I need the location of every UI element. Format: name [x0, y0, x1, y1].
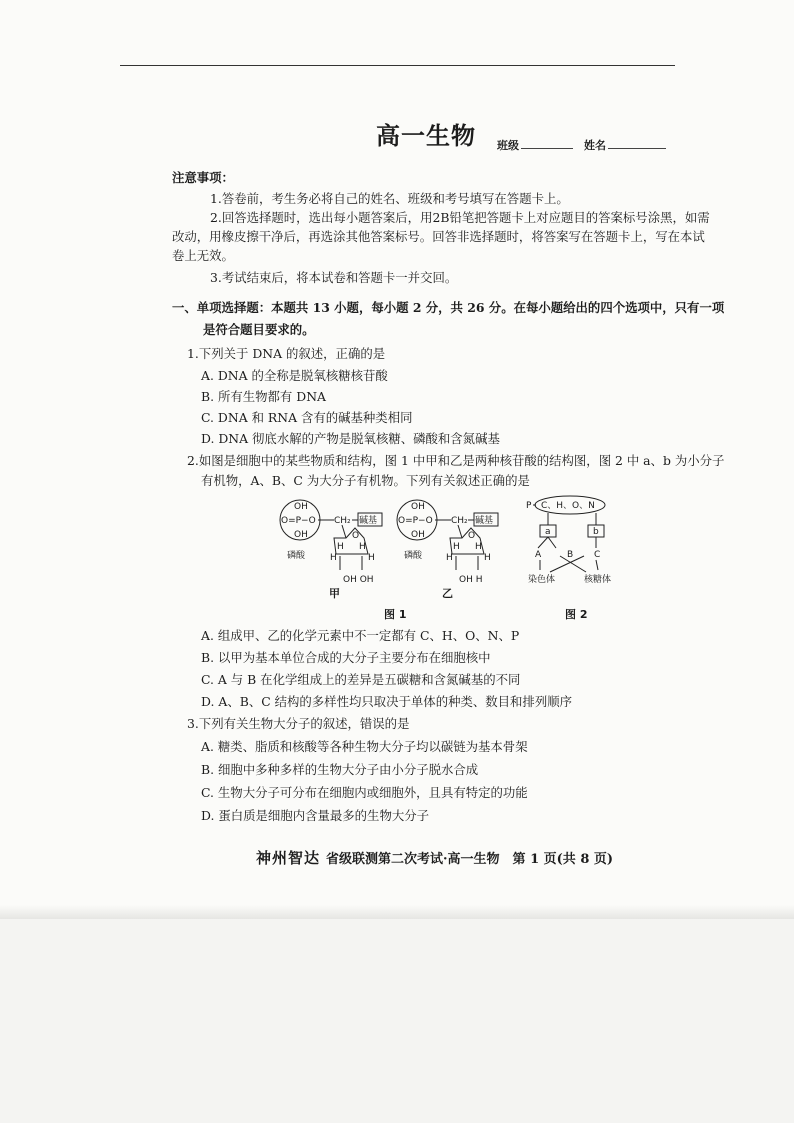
notice-line: 1.答卷前，考生务必将自己的姓名、班级和考号填写在答题卡上。	[210, 191, 569, 206]
notice-line: 2.回答选择题时，选出每小题答案后，用2B铅笔把答题卡上对应题目的答案标号涂黑，如需	[210, 210, 710, 225]
fig1-phosphate-label: 磷酸	[287, 551, 306, 561]
fig2-ribosome: 核糖体	[584, 575, 612, 585]
question-2-stem: 2.如图是细胞中的某些物质和结构，图 1 中甲和乙是两种核苷酸的结构图，图 2 中 a、b 为小分子	[187, 453, 725, 468]
notice-line: 改动，用橡皮擦干净后，再选涂其他答案标号。回答非选择题时，将答案写在答题卡上，写在本试	[172, 229, 705, 244]
question-3-stem: 3.下列有关生物大分子的叙述，错误的是	[187, 716, 410, 731]
fig2-elements: C、H、O、N	[541, 501, 595, 511]
fig1-ch2: CH₂	[451, 516, 468, 526]
fig1-oh: OH	[411, 530, 425, 540]
page-title: 高一生物	[376, 121, 476, 150]
q3-option-a[interactable]: A. 糖类、脂质和核酸等各种生物大分子均以碳链为基本骨架	[201, 739, 528, 754]
footer-text: 省级联测第二次考试·高一生物 第 1 页(共 8 页)	[326, 852, 614, 867]
fig2-caption: 图 2	[565, 608, 588, 621]
fig1-oh: OH	[294, 530, 308, 540]
question-1-stem: 1.下列关于 DNA 的叙述，正确的是	[187, 346, 386, 361]
fig1-h: H	[359, 542, 366, 552]
fig1-jia-bottom: OH OH	[343, 575, 374, 585]
fig1-base: 碱基	[359, 516, 378, 526]
q1-option-c[interactable]: C. DNA 和 RNA 含有的碱基种类相同	[201, 410, 413, 425]
fig1-ch2: CH₂	[334, 516, 351, 526]
fig1-h: H	[330, 553, 337, 563]
fig1-h: H	[453, 542, 460, 552]
q3-option-c[interactable]: C. 生物大分子可分布在细胞内或细胞外，且具有特定的功能	[201, 785, 528, 800]
fig1-h: H	[475, 542, 482, 552]
q2-option-a[interactable]: A. 组成甲、乙的化学元素中不一定都有 C、H、O、N、P	[201, 628, 520, 643]
fig1-h: H	[337, 542, 344, 552]
name-label: 姓名	[584, 139, 606, 152]
question-2-stem-cont: 有机物，A、B、C 为大分子有机物。下列有关叙述正确的是	[201, 473, 530, 488]
footer-brand: 神州智达	[256, 849, 321, 867]
q2-option-c[interactable]: C. A 与 B 在化学组成上的差异是五碳糖和含氮碱基的不同	[201, 672, 521, 687]
fig1-phosphate-label: 磷酸	[404, 551, 423, 561]
notice-heading: 注意事项：	[172, 170, 234, 185]
page-shadow	[0, 905, 794, 919]
q2-option-d[interactable]: D. A、B、C 结构的多样性均只取决于单体的种类、数目和排列顺序	[201, 694, 572, 709]
fig1-h: H	[368, 553, 375, 563]
fig1-yi-bottom: OH H	[459, 575, 483, 585]
fig2-chromosome: 染色体	[528, 575, 556, 585]
section-heading-cont: 是符合题目要求的。	[203, 322, 315, 337]
fig1-h: H	[484, 553, 491, 563]
notice-line: 卷上无效。	[172, 248, 234, 263]
fig1-oh: OH	[294, 502, 308, 512]
fig1-base: 碱基	[475, 516, 494, 526]
fig1-o: O	[468, 531, 476, 541]
fig2-A: A	[535, 550, 542, 560]
notice-line: 3.考试结束后，将本试卷和答题卡一并交回。	[210, 270, 458, 285]
q1-option-a[interactable]: A. DNA 的全称是脱氧核糖核苷酸	[201, 368, 388, 383]
fig1-yi-label: 乙	[442, 587, 453, 600]
q3-option-b[interactable]: B. 细胞中多种多样的生物大分子由小分子脱水合成	[201, 762, 479, 777]
fig1-jia-label: 甲	[329, 587, 340, 600]
fig1-phosphate: O=P−O	[398, 516, 433, 526]
fig2-C: C	[594, 550, 601, 560]
fig1-caption: 图 1	[384, 608, 407, 621]
class-label: 班级	[497, 139, 519, 152]
fig1-oh: OH	[411, 502, 425, 512]
q1-option-b[interactable]: B. 所有生物都有 DNA	[201, 389, 326, 404]
section-heading: 一、单项选择题：本题共 13 小题，每小题 2 分，共 26 分。在每小题给出的四个选项中，只有一项	[172, 300, 725, 315]
fig2-p: P	[526, 501, 532, 511]
fig2-a: a	[545, 527, 551, 537]
q3-option-d[interactable]: D. 蛋白质是细胞内含量最多的生物大分子	[201, 808, 430, 823]
q1-option-d[interactable]: D. DNA 彻底水解的产物是脱氧核糖、磷酸和含氮碱基	[201, 431, 500, 446]
fig1-phosphate: O=P−O	[281, 516, 316, 526]
page-footer	[256, 847, 613, 868]
q2-option-b[interactable]: B. 以甲为基本单位合成的大分子主要分布在细胞核中	[201, 650, 491, 665]
fig1-h: H	[446, 553, 453, 563]
fig1-o: O	[352, 531, 360, 541]
fig2-b: b	[593, 527, 599, 537]
fig2-B: B	[567, 550, 574, 560]
